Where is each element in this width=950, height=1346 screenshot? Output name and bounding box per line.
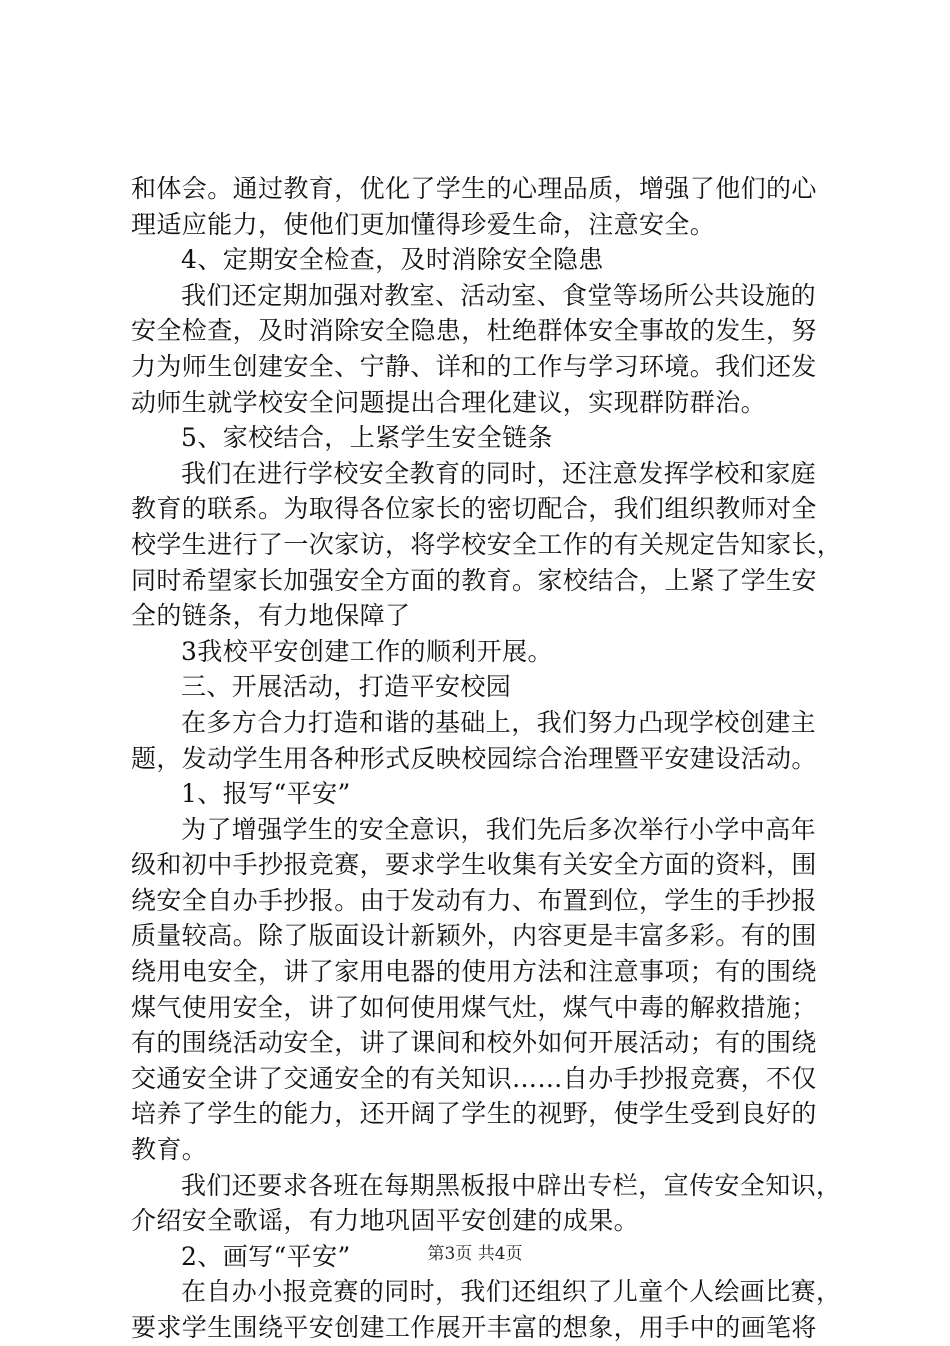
text-line: 理适应能力，使他们更加懂得珍爱生命，注意安全。	[131, 209, 716, 239]
text-line: 为了增强学生的安全意识，我们先后多次举行小学中高年	[181, 814, 817, 844]
text-line: 3我校平安创建工作的顺利开展。	[181, 636, 553, 666]
text-line: 绕用电安全，讲了家用电器的使用方法和注意事项；有的围绕	[131, 957, 817, 987]
text-line: 我们还定期加强对教室、活动室、食堂等场所公共设施的	[181, 280, 817, 310]
text-line: 1、报写“平安”	[181, 779, 351, 809]
text-line: 绕安全自办手抄报。由于发动有力、布置到位，学生的手抄报	[131, 885, 817, 915]
text-line: 交通安全讲了交通安全的有关知识……自办手抄报竞赛，不仅	[131, 1063, 817, 1093]
body-text	[131, 171, 843, 1346]
text-line: 4、定期安全检查，及时消除安全隐患	[181, 245, 604, 275]
text-line: 介绍安全歌谣，有力地巩固平安创建的成果。	[131, 1206, 640, 1236]
text-line: 要求学生围绕平安创建工作展开丰富的想象，用手中的画笔将	[131, 1313, 817, 1342]
text-line: 校学生进行了一次家访，将学校安全工作的有关规定告知家长，	[131, 529, 843, 559]
text-line: 质量较高。除了版面设计新颖外，内容更是丰富多彩。有的围	[131, 921, 817, 951]
text-line: 动师生就学校安全问题提出合理化建议，实现群防群治。	[131, 387, 767, 417]
text-line: 教育。	[131, 1135, 208, 1165]
text-line: 教育的联系。为取得各位家长的密切配合，我们组织教师对全	[131, 494, 817, 524]
text-line: 有的围绕活动安全，讲了课间和校外如何开展活动；有的围绕	[131, 1028, 817, 1058]
text-line: 5、家校结合，上紧学生安全链条	[181, 423, 553, 453]
text-line: 安全检查，及时消除安全隐患，杜绝群体安全事故的发生，努	[131, 316, 817, 346]
text-line: 在多方合力打造和谐的基础上，我们努力凸现学校创建主	[181, 707, 817, 737]
page-footer: 第3页 共4页	[427, 1244, 523, 1264]
text-line: 题，发动学生用各种形式反映校园综合治理暨平安建设活动。	[131, 743, 817, 773]
text-line: 培养了学生的能力，还开阔了学生的视野，使学生受到良好的	[131, 1099, 817, 1129]
text-line: 我们在进行学校安全教育的同时，还注意发挥学校和家庭	[181, 458, 817, 488]
text-line: 我们还要求各班在每期黑板报中辟出专栏，宣传安全知识，	[181, 1170, 842, 1200]
text-line: 三、开展活动，打造平安校园	[181, 672, 512, 702]
text-line: 在自办小报竞赛的同时，我们还组织了儿童个人绘画比赛，	[181, 1277, 842, 1307]
text-line: 煤气使用安全，讲了如何使用煤气灶，煤气中毒的解救措施；	[131, 992, 817, 1022]
text-line: 和体会。通过教育，优化了学生的心理品质，增强了他们的心	[131, 174, 817, 203]
text-line: 同时希望家长加强安全方面的教育。家校结合，上紧了学生安	[131, 565, 817, 595]
text-line: 2、画写“平安”	[181, 1241, 351, 1271]
text-line: 级和初中手抄报竞赛，要求学生收集有关安全方面的资料，围	[131, 850, 817, 880]
text-line: 力为师生创建安全、宁静、详和的工作与学习环境。我们还发	[131, 351, 817, 381]
text-line: 全的链条，有力地保障了	[131, 601, 411, 631]
